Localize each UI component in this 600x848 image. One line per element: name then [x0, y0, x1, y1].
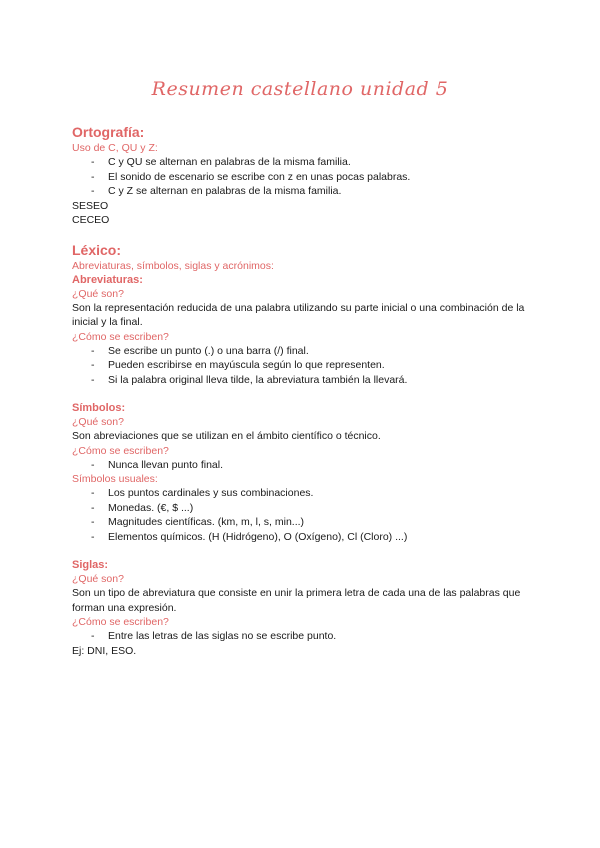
- document-content: [72, 124, 532, 658]
- list-item: - Si la palabra original lleva tilde, la abreviatura también la llevará.: [72, 373, 532, 388]
- lexico-heading: Léxico:: [72, 241, 122, 258]
- siglas-question-1: ¿Qué son?: [72, 573, 124, 585]
- simbolos-usuales-heading: Símbolos usuales:: [72, 473, 158, 485]
- list-item: - Los puntos cardinales y sus combinaciones.: [72, 486, 532, 501]
- simbolos-question-2: ¿Cómo se escriben?: [72, 444, 169, 457]
- abreviaturas-heading: Abreviaturas:: [72, 273, 143, 286]
- list-item: - El sonido de escenario se escribe con z en unas pocas palabras.: [72, 170, 532, 185]
- siglas-question-2: ¿Cómo se escriben?: [72, 616, 169, 628]
- siglas-example: Ej: DNI, ESO.: [72, 644, 137, 657]
- siglas-list: [72, 629, 532, 644]
- siglas-definition: Son un tipo de abreviatura que consiste en unir la primera letra de cada una de las palabras que forman una expresión.: [72, 587, 521, 614]
- siglas-heading: Siglas:: [72, 559, 109, 571]
- list-item: - Monedas. (€, $ ...): [72, 501, 532, 516]
- simbolos-definition: Son abreviaciones que se utilizan en el ámbito científico o técnico.: [72, 430, 381, 442]
- page-title: Resumen castellano unidad 5: [151, 78, 449, 100]
- ceceo-text: CECEO: [72, 214, 110, 226]
- list-item: - Nunca llevan punto final.: [72, 458, 532, 473]
- abreviaturas-question-1: ¿Qué son?: [72, 287, 124, 300]
- ortografia-list: [72, 155, 532, 199]
- list-item: - Magnitudes científicas. (km, m, l, s, min...): [72, 515, 532, 530]
- ortografia-heading: Ortografía:: [72, 124, 145, 140]
- list-item: - Elementos químicos. (H (Hidrógeno), O (Oxígeno), Cl (Cloro) ...): [72, 530, 532, 545]
- list-item: - Se escribe un punto (.) o una barra (/) final.: [72, 344, 532, 359]
- simbolos-question-1: ¿Qué son?: [72, 416, 124, 428]
- abreviaturas-definition: Son la representación reducida de una palabra utilizando su parte inicial o una combinación de la inicial y la final.: [72, 301, 525, 328]
- simbolos-list: [72, 458, 532, 473]
- list-item: - Entre las letras de las siglas no se escribe punto.: [72, 629, 532, 644]
- list-item: - Pueden escribirse en mayúscula según lo que representen.: [72, 358, 532, 373]
- uso-subheading: Uso de C, QU y Z:: [72, 142, 158, 154]
- simbolos-heading: Símbolos:: [72, 402, 126, 414]
- lexico-intro: Abreviaturas, símbolos, siglas y acrónimos:: [72, 259, 274, 272]
- list-item: - C y QU se alternan en palabras de la misma familia.: [72, 155, 532, 170]
- list-item: - C y Z se alternan en palabras de la misma familia.: [72, 184, 532, 199]
- abreviaturas-list: [72, 344, 532, 388]
- seseo-text: SESEO: [72, 199, 109, 212]
- simbolos-usuales-list: [72, 486, 532, 544]
- abreviaturas-question-2: ¿Cómo se escriben?: [72, 330, 169, 343]
